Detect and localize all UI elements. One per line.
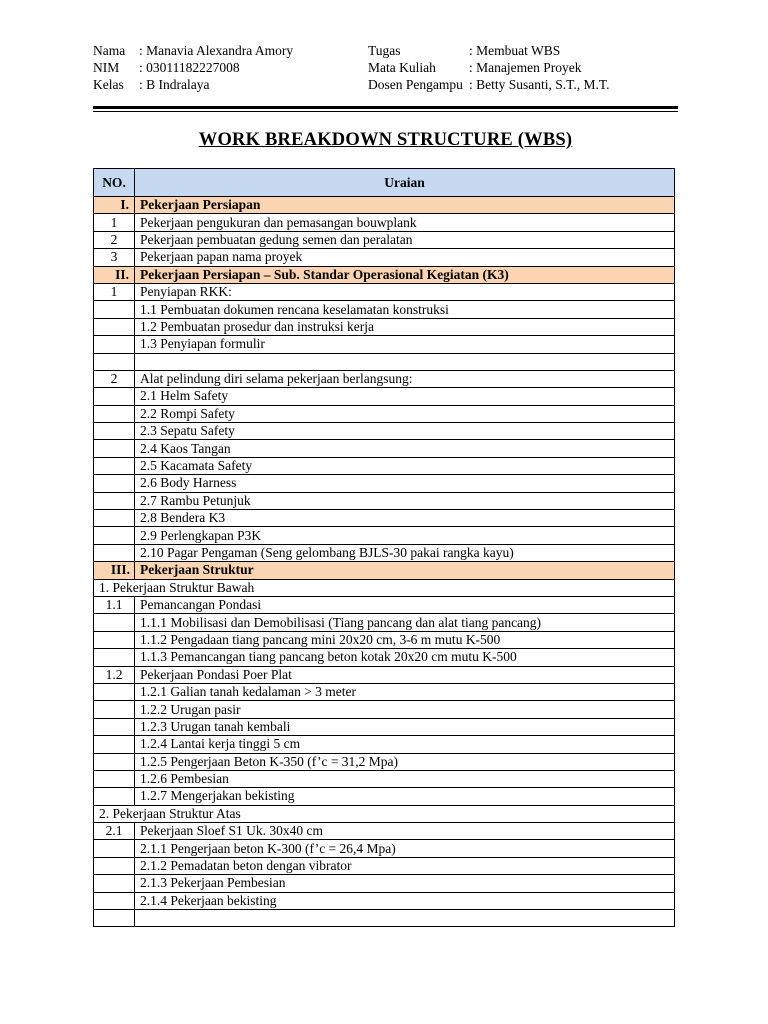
row-text: 2.2 Rompi Safety bbox=[135, 405, 675, 422]
row-number bbox=[94, 614, 135, 631]
row-number: 2.1 bbox=[94, 823, 135, 840]
nim-value: : 03011182227008 bbox=[139, 60, 240, 75]
row-number bbox=[94, 510, 135, 527]
table-row bbox=[94, 544, 675, 561]
class-label: Kelas bbox=[93, 77, 124, 92]
subheading-text: 1. Pekerjaan Struktur Bawah bbox=[94, 579, 675, 596]
row-text: Pekerjaan pengukuran dan pemasangan bouwplank bbox=[135, 214, 675, 231]
table-row bbox=[94, 770, 675, 787]
row-text: 2.9 Perlengkapan P3K bbox=[135, 527, 675, 544]
table-header-row bbox=[94, 169, 675, 197]
row-number bbox=[94, 405, 135, 422]
row-text: Alat pelindung diri selama pekerjaan berlangsung: bbox=[135, 370, 675, 387]
row-text: 1.1.2 Pengadaan tiang pancang mini 20x20 cm, 3-6 m mutu K-500 bbox=[135, 631, 675, 648]
table-row bbox=[94, 475, 675, 492]
table-row bbox=[94, 701, 675, 718]
row-text: 1.2.3 Urugan tanah kembali bbox=[135, 718, 675, 735]
lecturer-label: Dosen Pengampu bbox=[368, 77, 463, 92]
table-row bbox=[94, 457, 675, 474]
row-text: 2.10 Pagar Pengaman (Seng gelombang BJLS-30 pakai rangka kayu) bbox=[135, 544, 675, 561]
row-number bbox=[94, 336, 135, 353]
row-text bbox=[135, 353, 675, 370]
section-title: Pekerjaan Persiapan bbox=[135, 197, 675, 214]
course-label: Mata Kuliah bbox=[368, 60, 436, 75]
section-row-2 bbox=[94, 266, 675, 283]
row-text: Pekerjaan papan nama proyek bbox=[135, 249, 675, 266]
table-row bbox=[94, 423, 675, 440]
table-row bbox=[94, 736, 675, 753]
course-info bbox=[368, 42, 610, 93]
row-number bbox=[94, 527, 135, 544]
row-text: 1.2 Pembuatan prosedur dan instruksi kerja bbox=[135, 318, 675, 335]
column-header-no: NO. bbox=[94, 169, 135, 197]
row-number bbox=[94, 683, 135, 700]
table-row bbox=[94, 631, 675, 648]
row-text: Penyiapan RKK: bbox=[135, 283, 675, 300]
table-row bbox=[94, 249, 675, 266]
table-row bbox=[94, 753, 675, 770]
row-number: 1 bbox=[94, 283, 135, 300]
row-text: 2.1.2 Pemadatan beton dengan vibrator bbox=[135, 857, 675, 874]
row-number bbox=[94, 423, 135, 440]
table-row bbox=[94, 440, 675, 457]
table-row bbox=[94, 214, 675, 231]
table-row bbox=[94, 683, 675, 700]
row-number bbox=[94, 544, 135, 561]
table-row bbox=[94, 283, 675, 300]
section-number: III. bbox=[94, 562, 135, 579]
table-row bbox=[94, 318, 675, 335]
table-row bbox=[94, 649, 675, 666]
row-text: 2.6 Body Harness bbox=[135, 475, 675, 492]
row-number bbox=[94, 892, 135, 909]
row-number bbox=[94, 910, 135, 927]
header-divider-thick bbox=[93, 106, 678, 109]
row-number bbox=[94, 753, 135, 770]
lecturer-value: : Betty Susanti, S.T., M.T. bbox=[469, 77, 610, 92]
table-row bbox=[94, 666, 675, 683]
row-text: 2.1 Helm Safety bbox=[135, 388, 675, 405]
row-number: 1.1 bbox=[94, 596, 135, 613]
row-text: 1.2.6 Pembesian bbox=[135, 770, 675, 787]
row-text: 1.1.1 Mobilisasi dan Demobilisasi (Tiang pancang dan alat tiang pancang) bbox=[135, 614, 675, 631]
student-info bbox=[93, 42, 293, 93]
row-text bbox=[135, 910, 675, 927]
wbs-table bbox=[93, 168, 675, 927]
table-row bbox=[94, 875, 675, 892]
name-line bbox=[93, 42, 293, 59]
row-text: 1.2.5 Pengerjaan Beton K-350 (f’c = 31,2 Mpa) bbox=[135, 753, 675, 770]
table-row bbox=[94, 614, 675, 631]
table-row bbox=[94, 788, 675, 805]
row-number: 1.2 bbox=[94, 666, 135, 683]
row-number: 3 bbox=[94, 249, 135, 266]
table-row-subheading bbox=[94, 805, 675, 822]
header-divider-thin bbox=[93, 111, 678, 112]
section-title: Pekerjaan Persiapan – Sub. Standar Operasional Kegiatan (K3) bbox=[135, 266, 675, 283]
row-text: 2.1.4 Pekerjaan bekisting bbox=[135, 892, 675, 909]
course-value: : Manajemen Proyek bbox=[469, 60, 582, 75]
row-number: 2 bbox=[94, 370, 135, 387]
row-number bbox=[94, 475, 135, 492]
row-number: 1 bbox=[94, 214, 135, 231]
row-number bbox=[94, 701, 135, 718]
table-row bbox=[94, 823, 675, 840]
row-text: 1.2.2 Urugan pasir bbox=[135, 701, 675, 718]
row-number bbox=[94, 875, 135, 892]
table-row bbox=[94, 405, 675, 422]
class-line bbox=[93, 76, 293, 93]
table-row-subheading bbox=[94, 579, 675, 596]
row-number bbox=[94, 388, 135, 405]
row-number bbox=[94, 440, 135, 457]
row-text: Pekerjaan Pondasi Poer Plat bbox=[135, 666, 675, 683]
task-line bbox=[368, 42, 610, 59]
row-text: 2.1.3 Pekerjaan Pembesian bbox=[135, 875, 675, 892]
table-row-empty bbox=[94, 910, 675, 927]
row-text: 1.2.7 Mengerjakan bekisting bbox=[135, 788, 675, 805]
row-text: Pemancangan Pondasi bbox=[135, 596, 675, 613]
table-row bbox=[94, 231, 675, 248]
row-number bbox=[94, 736, 135, 753]
name-label: Nama bbox=[93, 43, 126, 58]
row-number bbox=[94, 631, 135, 648]
row-number bbox=[94, 492, 135, 509]
row-number bbox=[94, 649, 135, 666]
table-row bbox=[94, 892, 675, 909]
row-text: 1.3 Penyiapan formulir bbox=[135, 336, 675, 353]
table-row bbox=[94, 388, 675, 405]
section-title: Pekerjaan Struktur bbox=[135, 562, 675, 579]
row-number bbox=[94, 457, 135, 474]
row-text: 1.1.3 Pemancangan tiang pancang beton kotak 20x20 cm mutu K-500 bbox=[135, 649, 675, 666]
table-row bbox=[94, 857, 675, 874]
task-label: Tugas bbox=[368, 43, 401, 58]
row-text: Pekerjaan Sloef S1 Uk. 30x40 cm bbox=[135, 823, 675, 840]
table-row-empty bbox=[94, 353, 675, 370]
task-value: : Membuat WBS bbox=[469, 43, 561, 58]
table-row bbox=[94, 840, 675, 857]
row-number bbox=[94, 301, 135, 318]
column-header-uraian: Uraian bbox=[135, 169, 675, 197]
row-text: 2.4 Kaos Tangan bbox=[135, 440, 675, 457]
row-text: 1.2.4 Lantai kerja tinggi 5 cm bbox=[135, 736, 675, 753]
row-text: 2.8 Bendera K3 bbox=[135, 510, 675, 527]
row-text: 2.1.1 Pengerjaan beton K-300 (f’c = 26,4 Mpa) bbox=[135, 840, 675, 857]
row-number bbox=[94, 770, 135, 787]
section-row-3 bbox=[94, 562, 675, 579]
table-row bbox=[94, 336, 675, 353]
table-row bbox=[94, 527, 675, 544]
row-text: 2.3 Sepatu Safety bbox=[135, 423, 675, 440]
row-text: 1.1 Pembuatan dokumen rencana keselamatan konstruksi bbox=[135, 301, 675, 318]
nim-line bbox=[93, 59, 293, 76]
row-number bbox=[94, 857, 135, 874]
row-text: 2.5 Kacamata Safety bbox=[135, 457, 675, 474]
section-number: I. bbox=[94, 197, 135, 214]
subheading-text: 2. Pekerjaan Struktur Atas bbox=[94, 805, 675, 822]
table-row bbox=[94, 370, 675, 387]
row-text: 1.2.1 Galian tanah kedalaman > 3 meter bbox=[135, 683, 675, 700]
table-row bbox=[94, 596, 675, 613]
row-number bbox=[94, 718, 135, 735]
row-text: 2.7 Rambu Petunjuk bbox=[135, 492, 675, 509]
table-row bbox=[94, 492, 675, 509]
class-value: : B Indralaya bbox=[139, 77, 210, 92]
section-number: II. bbox=[94, 266, 135, 283]
table-row bbox=[94, 718, 675, 735]
course-line bbox=[368, 59, 610, 76]
row-number bbox=[94, 840, 135, 857]
row-number bbox=[94, 353, 135, 370]
table-row bbox=[94, 301, 675, 318]
row-number: 2 bbox=[94, 231, 135, 248]
row-text: Pekerjaan pembuatan gedung semen dan peralatan bbox=[135, 231, 675, 248]
page-title: WORK BREAKDOWN STRUCTURE (WBS) bbox=[198, 130, 573, 150]
name-value: : Manavia Alexandra Amory bbox=[139, 43, 294, 58]
row-number bbox=[94, 318, 135, 335]
row-number bbox=[94, 788, 135, 805]
nim-label: NIM bbox=[93, 60, 120, 75]
lecturer-line bbox=[368, 76, 610, 93]
section-row-1 bbox=[94, 197, 675, 214]
table-row bbox=[94, 510, 675, 527]
